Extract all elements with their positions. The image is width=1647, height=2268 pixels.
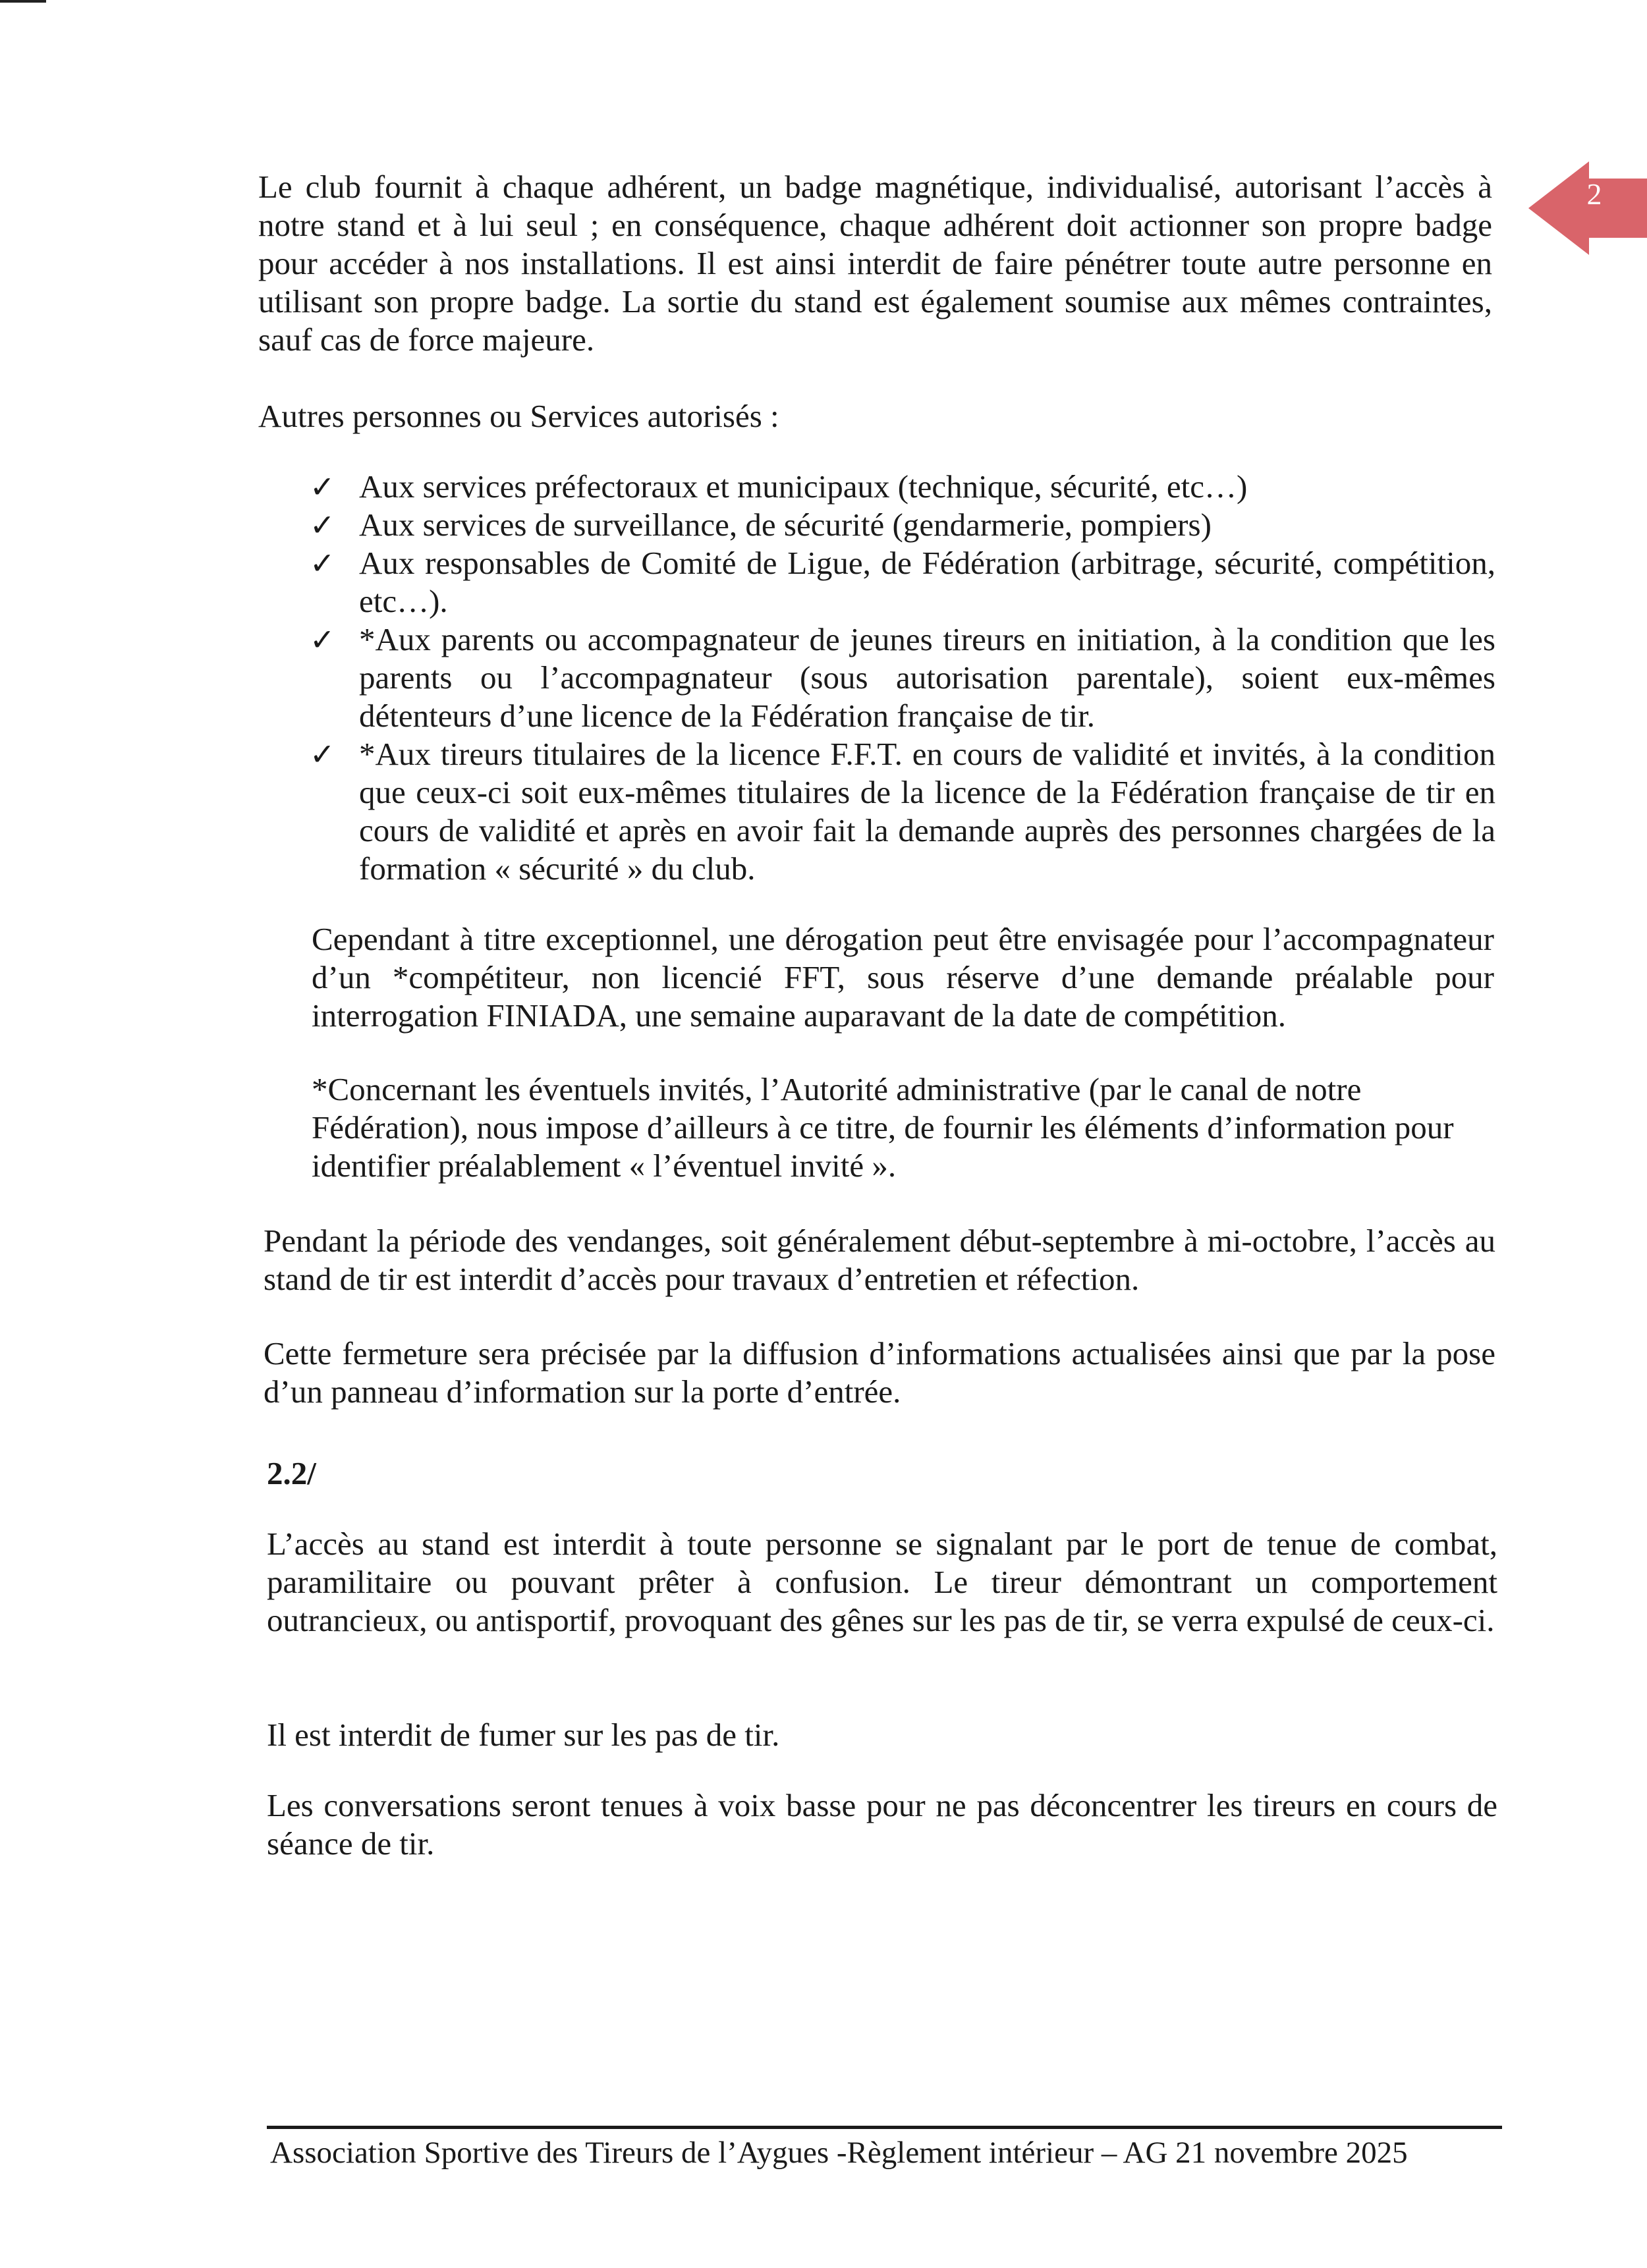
checkmark-icon: ✓: [310, 545, 335, 581]
list-item: [310, 621, 1495, 735]
list-item-text: *Aux tireurs titulaires de la licence F.F.T. en cours de validité et invités, à la condition que ceux-ci soit eux-mêmes titulaires de la licence de la Fédération française de tir en cours de validité et après en avoir fait la demande auprès des personnes chargées de la formation « sécurité » du club.: [359, 736, 1495, 887]
derogation-paragraph: Cependant à titre exceptionnel, une dérogation peut être envisagée pour l’accompagnateur d’un *compétiteur, non licencié FFT, sous réserve d’une demande préalable pour interrogation FINIADA, une semaine auparavant de la date de compétition.: [312, 921, 1494, 1034]
guests-line-2: Fédération), nous impose d’ailleurs à ce titre, de fournir les éléments d’information pour: [312, 1109, 1454, 1146]
authorized-intro: Autres personnes ou Services autorisés :: [258, 398, 779, 434]
section-heading: 2.2/: [267, 1455, 316, 1491]
list-item-text: Aux services préfectoraux et municipaux (technique, sécurité, etc…): [359, 468, 1248, 505]
guests-line-3: identifier préalablement « l’éventuel invité ».: [312, 1148, 897, 1184]
list-item-text: Aux services de surveillance, de sécurité (gendarmerie, pompiers): [359, 507, 1212, 543]
authorized-list: [310, 468, 1495, 888]
footer-text: Association Sportive des Tireurs de l’Aygues -Règlement intérieur – AG 21 novembre 2025: [270, 2136, 1408, 2170]
checkmark-icon: ✓: [310, 507, 335, 543]
harvest-paragraph: Pendant la période des vendanges, soit généralement début-septembre à mi-octobre, l’accès au stand de tir est interdit d’accès pour travaux d’entretien et réfection.: [264, 1223, 1495, 1297]
guests-line-1: *Concernant les éventuels invités, l’Autorité administrative (par le canal de notre: [312, 1071, 1362, 1107]
list-item: [310, 735, 1495, 888]
page-number: 2: [1586, 177, 1602, 211]
list-item: [310, 468, 1495, 506]
conduct-paragraph: L’accès au stand est interdit à toute personne se signalant par le port de tenue de combat, paramilitaire ou pouvant prêter à confusion. Le tireur démontrant un comportement outrancieux, ou antisportif, provoquant des gênes sur les pas de tir, se verra expulsé de ceux-ci.: [267, 1526, 1497, 1638]
checkmark-icon: ✓: [310, 736, 335, 772]
footer-rule: [267, 2126, 1502, 2129]
list-item-text: *Aux parents ou accompagnateur de jeunes tireurs en initiation, à la condition que les parents ou l’accompagnateur (sous autorisation parentale), soient eux-mêmes détenteurs d’une licence de la Fédération française de tir.: [359, 621, 1495, 734]
smoking-paragraph: Il est interdit de fumer sur les pas de tir.: [267, 1717, 780, 1753]
badge-paragraph: Le club fournit à chaque adhérent, un badge magnétique, individualisé, autorisant l’accès à notre stand et à lui seul ; en conséquence, chaque adhérent doit actionner son propre badge pour accéder à nos installations. Il est ainsi interdit de faire pénétrer toute autre personne en utilisant son propre badge. La sortie du stand est également soumise aux mêmes contraintes, sauf cas de force majeure.: [258, 169, 1492, 358]
conversation-paragraph: Les conversations seront tenues à voix basse pour ne pas déconcentrer les tireurs en cours de séance de tir.: [267, 1787, 1497, 1862]
checkmark-icon: ✓: [310, 622, 335, 657]
closure-paragraph: Cette fermeture sera précisée par la diffusion d’informations actualisées ainsi que par la pose d’un panneau d’information sur la porte d’entrée.: [264, 1335, 1495, 1410]
checkmark-icon: ✓: [310, 469, 335, 505]
list-item: [310, 506, 1495, 544]
top-edge-rule: [0, 0, 46, 3]
list-item-text: Aux responsables de Comité de Ligue, de Fédération (arbitrage, sécurité, compétition, etc…).: [359, 545, 1495, 619]
list-item: [310, 544, 1495, 621]
